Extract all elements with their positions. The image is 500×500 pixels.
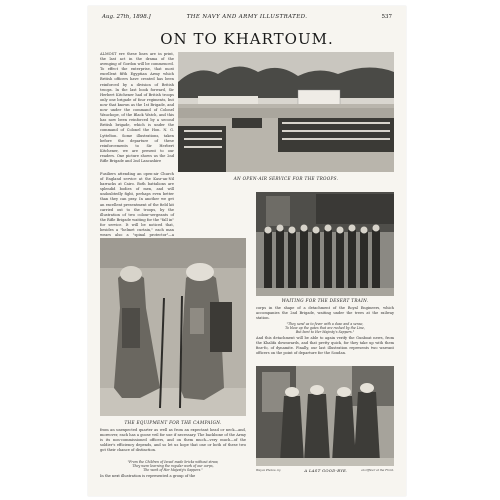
right-verse-line-1: "They send us to fever with a dose and a sense, (286, 322, 364, 326)
photo-waiting-desert-train (256, 192, 394, 296)
article-column-text: ALMOST ere these lines are in print, the last act in the drama of the avenging of Gordon will be commenced. To effect the enterprise, that most excellent fifth Egyptian Army which British officers have created has been reinforced by a division of British troops. In the last book forward, Sir Herbert Kitchener had of British troops only one brigade of four regiments, but now that known as the 1st Brigade, and now under the command of Colonel Wauchope, of the Black Watch, and this has now been reinforced by a second British brigade, which is under the command of Colonel the Hon. N. G. Lyttelton. Some illustrations, taken before the departure of these reinforcements to Sir Herbert Kitchener, we are present to our readers. One picture shows us the 2nd Rifle Brigade and 2nd Lancashire (100, 52, 174, 163)
right-verse-line-3: But bent to Her Majesty's Sappers." (295, 330, 355, 334)
right-verse-line-2: To blow up the gates that are rushed by the Line, (285, 326, 365, 330)
article-title: ON TO KHARTOUM. (160, 30, 334, 48)
verse-line-2: They were learning the regular work of our corps, (132, 464, 214, 468)
photo-credit-left: Weyce Photos. by (256, 468, 281, 472)
page-header (102, 14, 392, 24)
issue-date: Aug. 27th, 1898.] (102, 14, 151, 20)
caption-waiting-desert-train: WAITING FOR THE DESERT TRAIN. (281, 298, 369, 303)
photo-open-air-service (178, 52, 394, 172)
photo-last-good-bye (256, 366, 394, 466)
article-last-line: In the next illustration is represented a group of the (100, 474, 196, 478)
article-lower-text: from an unexpected quarter as well as from an expectant head or neck—and, moreover, each has a goose veil for use if necessary. The backbone of the Army is its non-commissioned officers, and on them much—very much—of the soldier's efficiency depends, and so let us hope that one or both of these two got their chance of distinction. (100, 428, 246, 453)
verse-line-1: "From the Children of Israel made bricks without straw, (127, 460, 219, 464)
caption-open-air-service: AN OPEN-AIR SERVICE FOR THE TROOPS. (233, 176, 339, 181)
photo-credit-right: an Officer at the Front. (361, 468, 394, 472)
masthead: THE NAVY AND ARMY ILLUSTRATED. (186, 14, 308, 20)
article-right-text: corps in the shape of a detachment of the Royal Engineers, which accompanies the 2nd Brigade, waiting under the trees at the railway station. (256, 306, 394, 321)
caption-equipment-campaign: THE EQUIPMENT FOR THE CAMPAIGN. (124, 420, 222, 425)
page-number: 537 (381, 14, 392, 20)
caption-last-good-bye: A LAST GOOD-BYE. (304, 468, 348, 473)
article-wide-text: Fusiliers attending an open-air Church of England service at the Kasr-an-Nil barracks at Cairo. Both battalions are splendid bodies of men, and will undoubtedly fight, perhaps even better than they can pray. In another we get an excellent presentment of the field kit carried out to the troops, by the illustration of two colour-sergeants of the Rifle Brigade waiting for the "fall in" for service. It will be noticed that, besides a "helmet curtain," each man wears also a "spinal protector"—a (100, 172, 174, 238)
article-right-text-2: And this detachment will be able to again verify the Gunboat news, from the Khalifa downwards, and that pretty quick, for they take up with them fine-fo, of dynamite. Finally, our last illustration represents two warrant officers on the point of departure for the Soudan. (256, 336, 394, 356)
verse-line-3: The work of Her Majesty's Sappers." (143, 468, 203, 472)
photo-equipment-campaign (100, 238, 246, 416)
magazine-page (88, 6, 406, 496)
